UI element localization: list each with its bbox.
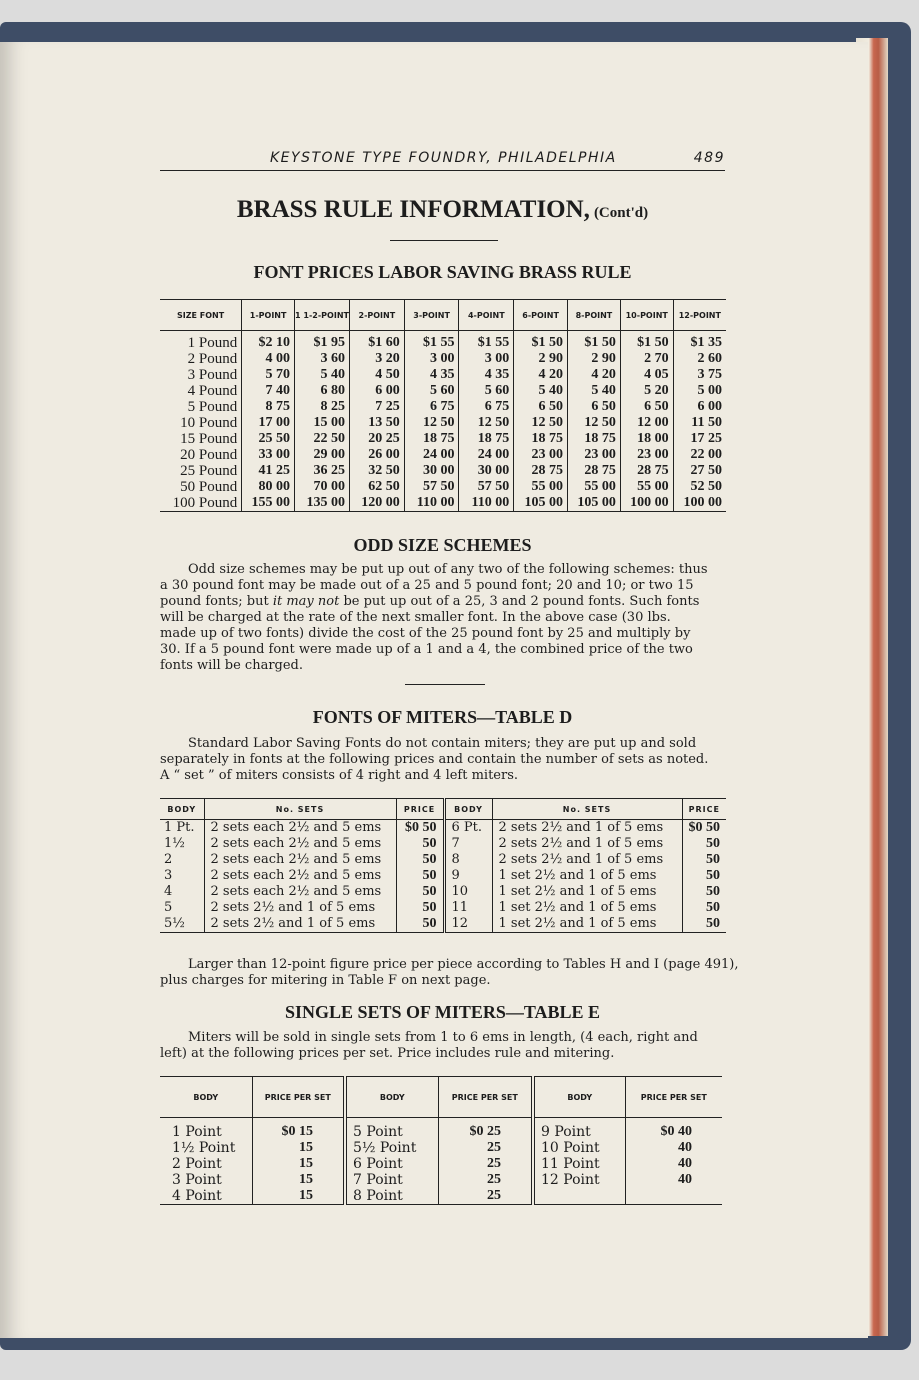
price-cell: 2 60 xyxy=(673,351,726,367)
column-header: PRICE PER SET xyxy=(438,1077,533,1118)
price-cell: $1 50 xyxy=(568,331,621,352)
table-d-note xyxy=(160,957,739,989)
price-cell: $1 35 xyxy=(673,331,726,352)
table-d-header-row xyxy=(160,799,726,820)
price-cell: 6 50 xyxy=(620,399,673,415)
body-cell: 4 Point xyxy=(172,1188,222,1204)
price-cell: 28 75 xyxy=(620,463,673,479)
table-e-title: SINGLE SETS OF MITERS—TABLE E xyxy=(284,1002,601,1022)
table-row xyxy=(160,495,726,512)
table-row xyxy=(160,431,726,447)
price-cell: 11 50 xyxy=(673,415,726,431)
column-header: No. SETS xyxy=(492,799,682,820)
note-line: Larger than 12-point figure price per piece according to Tables H and I (page 491), xyxy=(188,957,739,972)
body-cell: 10 Point xyxy=(533,1140,625,1156)
price-cell: 23 00 xyxy=(568,447,621,463)
sets-cell: 1 set 2½ and 1 of 5 ems xyxy=(492,884,682,900)
price-cell: 50 xyxy=(396,868,444,884)
price-cell xyxy=(625,1188,722,1205)
price-cell: 22 00 xyxy=(673,447,726,463)
body-cell: 9 Point xyxy=(533,1118,625,1141)
sets-cell: 2 sets 2½ and 1 of 5 ems xyxy=(492,820,682,837)
sets-cell: 2 sets each 2½ and 5 ems xyxy=(204,836,396,852)
price-cell: 5 20 xyxy=(620,383,673,399)
font-prices-header-row xyxy=(160,300,726,331)
body-cell: 12 xyxy=(444,916,492,933)
paragraph-line: Standard Labor Saving Fonts do not contain miters; they are put up and sold xyxy=(188,736,697,751)
sets-cell: 1 set 2½ and 1 of 5 ems xyxy=(492,868,682,884)
column-header: BODY xyxy=(345,1077,438,1118)
body-cell: 11 Point xyxy=(533,1156,625,1172)
price-cell: $0 25 xyxy=(438,1118,533,1141)
column-header: 12-POINT xyxy=(673,300,726,331)
price-cell: 80 00 xyxy=(242,479,295,495)
price-cell: 4 50 xyxy=(349,367,404,383)
price-cell: 23 00 xyxy=(620,447,673,463)
price-cell: 2 90 xyxy=(568,351,621,367)
column-header: PRICE PER SET xyxy=(625,1077,722,1118)
size-font-cell: 5 Pound xyxy=(187,399,238,415)
price-cell: 50 xyxy=(682,884,726,900)
price-cell: 57 50 xyxy=(404,479,459,495)
sets-cell: 2 sets each 2½ and 5 ems xyxy=(204,820,396,837)
column-header: BODY xyxy=(193,1092,219,1102)
price-cell: 3 00 xyxy=(404,351,459,367)
table-row xyxy=(160,1156,722,1172)
price-cell: 50 xyxy=(682,868,726,884)
price-cell: 70 00 xyxy=(295,479,350,495)
price-cell: 50 xyxy=(396,884,444,900)
paragraph-line: made up of two fonts) divide the cost of the 25 pound font by 25 and multiply by xyxy=(160,626,691,641)
sets-cell: 2 sets 2½ and 1 of 5 ems xyxy=(204,900,396,916)
body-cell: 7 xyxy=(444,836,492,852)
price-cell: 5 00 xyxy=(673,383,726,399)
price-cell: 110 00 xyxy=(404,495,459,512)
paragraph-line: Odd size schemes may be put up out of any two of the following schemes: thus xyxy=(188,562,708,577)
table-d-intro xyxy=(160,736,726,784)
size-font-cell: 2 Pound xyxy=(187,351,238,367)
price-cell: 6 75 xyxy=(459,399,514,415)
line-text: be put up out of a 25, 3 and 2 pound fonts. Such fonts xyxy=(339,594,700,609)
price-cell: 18 75 xyxy=(568,431,621,447)
column-header: 10-POINT xyxy=(620,300,673,331)
price-cell: 41 25 xyxy=(242,463,295,479)
size-font-cell: 10 Pound xyxy=(180,415,238,431)
price-cell: 12 50 xyxy=(514,415,568,431)
price-cell: 5 40 xyxy=(568,383,621,399)
table-row xyxy=(160,1140,722,1156)
price-cell: 62 50 xyxy=(349,479,404,495)
price-cell: 105 00 xyxy=(514,495,568,512)
body-cell: 3 Point xyxy=(172,1172,222,1188)
price-cell: $1 60 xyxy=(349,331,404,352)
body-cell: 11 xyxy=(444,900,492,916)
sets-cell: 2 sets 2½ and 1 of 5 ems xyxy=(492,836,682,852)
body-cell: 12 Point xyxy=(533,1172,625,1188)
table-row xyxy=(160,1172,722,1188)
odd-size-paragraph xyxy=(160,562,726,674)
emphasis-text: it may not xyxy=(272,594,340,609)
column-header: 8-POINT xyxy=(568,300,621,331)
price-cell: 55 00 xyxy=(514,479,568,495)
page-title-contd: (Cont'd) xyxy=(593,205,649,221)
column-header: PRICE PER SET xyxy=(252,1077,345,1118)
body-cell: 1½ Point xyxy=(172,1140,236,1156)
body-cell xyxy=(533,1188,625,1205)
price-cell: 120 00 xyxy=(349,495,404,512)
table-row xyxy=(160,836,726,852)
paragraph-line: fonts will be charged. xyxy=(160,658,304,673)
page-title-main: BRASS RULE INFORMATION, xyxy=(236,196,590,223)
price-cell: 55 00 xyxy=(620,479,673,495)
column-header: BODY xyxy=(167,804,197,814)
price-cell: 15 xyxy=(252,1140,345,1156)
table-row xyxy=(160,331,726,352)
price-cell: 6 00 xyxy=(673,399,726,415)
paragraph-line: A “ set ” of miters consists of 4 right and 4 left miters. xyxy=(160,768,519,783)
size-font-cell: 50 Pound xyxy=(180,479,238,495)
table-row xyxy=(160,916,726,933)
price-cell: 17 00 xyxy=(242,415,295,431)
price-cell: 135 00 xyxy=(295,495,350,512)
body-cell: 5 Point xyxy=(345,1118,438,1141)
size-font-cell: 20 Pound xyxy=(180,447,238,463)
price-cell: 30 00 xyxy=(459,463,514,479)
price-cell: 4 05 xyxy=(620,367,673,383)
running-head-title: KEYSTONE TYPE FOUNDRY, PHILADELPHIA xyxy=(270,150,617,166)
paragraph-line xyxy=(160,594,726,610)
note-line: plus charges for mitering in Table F on next page. xyxy=(160,973,491,988)
body-cell: 3 xyxy=(164,868,173,883)
price-cell: $2 10 xyxy=(242,331,295,352)
price-cell: 4 20 xyxy=(514,367,568,383)
price-cell: $0 40 xyxy=(625,1118,722,1141)
price-cell: 6 75 xyxy=(404,399,459,415)
price-cell: 23 00 xyxy=(514,447,568,463)
paragraph-line: 30. If a 5 pound font were made up of a 1 and a 4, the combined price of the two xyxy=(160,642,693,657)
price-cell: 36 25 xyxy=(295,463,350,479)
sets-cell: 2 sets 2½ and 1 of 5 ems xyxy=(492,852,682,868)
body-cell: 4 xyxy=(164,884,173,899)
price-cell: 4 20 xyxy=(568,367,621,383)
table-row xyxy=(160,351,726,367)
price-cell: 50 xyxy=(682,900,726,916)
body-cell: 1 Pt. xyxy=(164,820,195,835)
table-row xyxy=(160,463,726,479)
miters-table-e xyxy=(160,1076,722,1205)
table-row xyxy=(160,1188,722,1205)
sets-cell: 1 set 2½ and 1 of 5 ems xyxy=(492,900,682,916)
body-cell: 1 Point xyxy=(172,1124,222,1140)
price-cell: 40 xyxy=(625,1140,722,1156)
page-number: 489 xyxy=(693,150,725,166)
price-cell: 3 20 xyxy=(349,351,404,367)
column-header: 1-POINT xyxy=(242,300,295,331)
price-cell: $1 50 xyxy=(514,331,568,352)
paragraph-line: left) at the following prices per set. Price includes rule and mitering. xyxy=(160,1046,615,1061)
body-cell: 5 xyxy=(164,900,173,915)
price-cell: 8 75 xyxy=(242,399,295,415)
price-cell: 15 xyxy=(252,1172,345,1188)
price-cell: 4 00 xyxy=(242,351,295,367)
body-cell: 8 Point xyxy=(345,1188,438,1205)
price-cell: 27 50 xyxy=(673,463,726,479)
price-cell: 30 00 xyxy=(404,463,459,479)
price-cell: $1 55 xyxy=(459,331,514,352)
table-row xyxy=(160,852,726,868)
line-text: pound fonts; but xyxy=(160,594,273,609)
table-e-header-row xyxy=(160,1077,722,1118)
odd-size-title: ODD SIZE SCHEMES xyxy=(353,535,532,555)
price-cell: $0 50 xyxy=(682,820,726,837)
font-prices-table xyxy=(160,299,726,512)
sets-cell: 1 set 2½ and 1 of 5 ems xyxy=(492,916,682,933)
price-cell: 13 50 xyxy=(349,415,404,431)
table-e-intro xyxy=(160,1030,726,1062)
price-cell: 29 00 xyxy=(295,447,350,463)
body-cell: 5½ Point xyxy=(345,1140,438,1156)
price-cell: 4 35 xyxy=(459,367,514,383)
column-header: No. SETS xyxy=(204,799,396,820)
body-cell: 6 Pt. xyxy=(444,820,492,837)
title-divider xyxy=(390,240,498,241)
size-font-cell: 3 Pound xyxy=(187,367,238,383)
price-cell: 52 50 xyxy=(673,479,726,495)
price-cell: 50 xyxy=(682,836,726,852)
price-cell: 18 00 xyxy=(620,431,673,447)
price-cell: 5 70 xyxy=(242,367,295,383)
price-cell: 5 60 xyxy=(404,383,459,399)
column-header: BODY xyxy=(533,1077,625,1118)
table-row xyxy=(160,367,726,383)
table-row xyxy=(160,447,726,463)
body-cell: 1½ xyxy=(164,836,185,851)
price-cell: 100 00 xyxy=(620,495,673,512)
price-cell: 50 xyxy=(396,916,444,933)
paragraph-line: will be charged at the rate of the next smaller font. In the above case (30 lbs. xyxy=(160,610,671,625)
sets-cell: 2 sets 2½ and 1 of 5 ems xyxy=(204,916,396,933)
price-cell: 26 00 xyxy=(349,447,404,463)
price-cell: 12 00 xyxy=(620,415,673,431)
price-cell: 4 35 xyxy=(404,367,459,383)
price-cell: 25 50 xyxy=(242,431,295,447)
price-cell: 7 25 xyxy=(349,399,404,415)
price-cell: 6 50 xyxy=(568,399,621,415)
price-cell: 110 00 xyxy=(459,495,514,512)
price-cell: 155 00 xyxy=(242,495,295,512)
column-header: 4-POINT xyxy=(459,300,514,331)
price-cell: 12 50 xyxy=(568,415,621,431)
table-row xyxy=(160,399,726,415)
column-header: PRICE xyxy=(396,799,444,820)
price-cell: 18 75 xyxy=(459,431,514,447)
size-font-cell: 1 Pound xyxy=(187,335,238,351)
price-cell: 40 xyxy=(625,1156,722,1172)
column-header: PRICE xyxy=(682,799,726,820)
price-cell: 25 xyxy=(438,1188,533,1205)
price-cell: 50 xyxy=(396,852,444,868)
price-cell: 57 50 xyxy=(459,479,514,495)
table-row xyxy=(160,900,726,916)
miters-table-d xyxy=(160,798,726,933)
price-cell: 33 00 xyxy=(242,447,295,463)
price-cell: 12 50 xyxy=(459,415,514,431)
table-row xyxy=(160,884,726,900)
price-cell: 8 25 xyxy=(295,399,350,415)
price-cell: 50 xyxy=(396,836,444,852)
price-cell: 50 xyxy=(682,852,726,868)
price-cell: 24 00 xyxy=(459,447,514,463)
table-row xyxy=(160,820,726,837)
price-cell: $1 50 xyxy=(620,331,673,352)
price-cell: 55 00 xyxy=(568,479,621,495)
price-cell: 50 xyxy=(682,916,726,933)
column-header: SIZE FONT xyxy=(177,310,225,320)
price-cell: $1 55 xyxy=(404,331,459,352)
table-row xyxy=(160,868,726,884)
price-cell: 18 75 xyxy=(404,431,459,447)
price-cell: 15 xyxy=(252,1156,345,1172)
paragraph-line: separately in fonts at the following prices and contain the number of sets as noted. xyxy=(160,752,709,767)
price-cell: 25 xyxy=(438,1156,533,1172)
price-cell: $1 95 xyxy=(295,331,350,352)
paragraph-line: a 30 pound font may be made out of a 25 and 5 pound font; 20 and 10; or two 15 xyxy=(160,578,694,593)
price-cell: 17 25 xyxy=(673,431,726,447)
price-cell: 15 xyxy=(252,1188,345,1205)
table-row xyxy=(160,383,726,399)
column-header: BODY xyxy=(444,799,492,820)
size-font-cell: 100 Pound xyxy=(172,495,238,511)
price-cell: 28 75 xyxy=(514,463,568,479)
price-cell: $0 15 xyxy=(252,1118,345,1141)
price-cell: 28 75 xyxy=(568,463,621,479)
body-cell: 9 xyxy=(444,868,492,884)
price-cell: 105 00 xyxy=(568,495,621,512)
price-cell: 15 00 xyxy=(295,415,350,431)
table-row xyxy=(160,1118,722,1141)
body-cell: 7 Point xyxy=(345,1172,438,1188)
size-font-cell: 15 Pound xyxy=(180,431,238,447)
price-cell: $0 50 xyxy=(396,820,444,837)
price-cell: 2 70 xyxy=(620,351,673,367)
size-font-cell: 4 Pound xyxy=(187,383,238,399)
sets-cell: 2 sets each 2½ and 5 ems xyxy=(204,868,396,884)
section-divider xyxy=(405,684,485,685)
price-cell: 6 50 xyxy=(514,399,568,415)
sets-cell: 2 sets each 2½ and 5 ems xyxy=(204,884,396,900)
body-cell: 6 Point xyxy=(345,1156,438,1172)
column-header: 6-POINT xyxy=(514,300,568,331)
price-cell: 2 90 xyxy=(514,351,568,367)
running-head xyxy=(160,148,725,171)
column-header: 1 1-2-POINT xyxy=(295,300,350,331)
body-cell: 5½ xyxy=(164,916,185,931)
price-cell: 6 80 xyxy=(295,383,350,399)
price-cell: 25 xyxy=(438,1172,533,1188)
body-cell: 10 xyxy=(444,884,492,900)
price-cell: 32 50 xyxy=(349,463,404,479)
price-cell: 50 xyxy=(396,900,444,916)
price-cell: 18 75 xyxy=(514,431,568,447)
price-cell: 6 00 xyxy=(349,383,404,399)
price-cell: 24 00 xyxy=(404,447,459,463)
price-cell: 12 50 xyxy=(404,415,459,431)
size-font-cell: 25 Pound xyxy=(180,463,238,479)
font-prices-title: FONT PRICES LABOR SAVING BRASS RULE xyxy=(253,262,632,282)
price-cell: 3 00 xyxy=(459,351,514,367)
price-cell: 100 00 xyxy=(673,495,726,512)
body-cell: 2 Point xyxy=(172,1156,222,1172)
table-row xyxy=(160,415,726,431)
price-cell: 5 40 xyxy=(514,383,568,399)
price-cell: 5 40 xyxy=(295,367,350,383)
price-cell: 3 60 xyxy=(295,351,350,367)
price-cell: 7 40 xyxy=(242,383,295,399)
column-header: 3-POINT xyxy=(404,300,459,331)
price-cell: 22 50 xyxy=(295,431,350,447)
price-cell: 20 25 xyxy=(349,431,404,447)
table-d-title: FONTS OF MITERS—TABLE D xyxy=(312,707,573,727)
price-cell: 25 xyxy=(438,1140,533,1156)
table-row xyxy=(160,479,726,495)
body-cell: 2 xyxy=(164,852,173,867)
price-cell: 3 75 xyxy=(673,367,726,383)
price-cell: 5 60 xyxy=(459,383,514,399)
page-title xyxy=(160,196,725,224)
sets-cell: 2 sets each 2½ and 5 ems xyxy=(204,852,396,868)
body-cell: 8 xyxy=(444,852,492,868)
column-header: 2-POINT xyxy=(349,300,404,331)
paragraph-line: Miters will be sold in single sets from 1 to 6 ems in length, (4 each, right and xyxy=(188,1030,698,1045)
price-cell: 40 xyxy=(625,1172,722,1188)
